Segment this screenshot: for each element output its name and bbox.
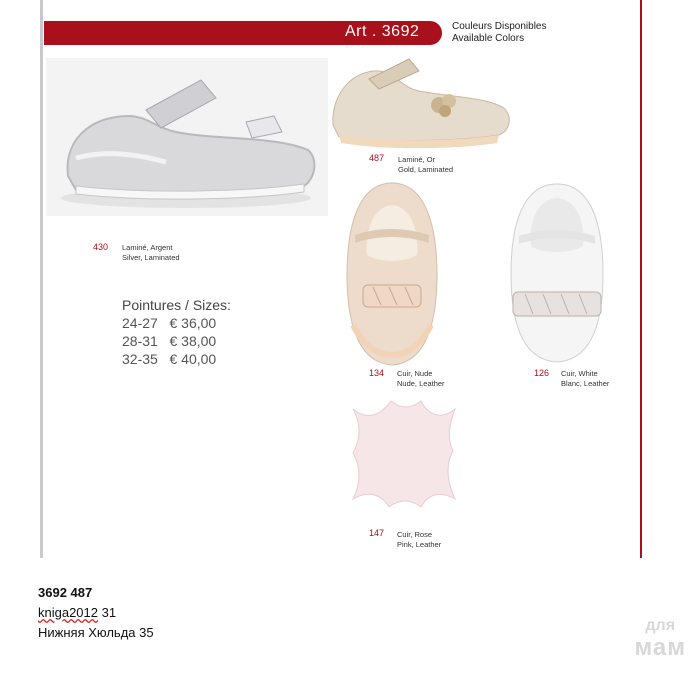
caption-line-fr: Cuir, Rose bbox=[397, 530, 433, 539]
caption-line-fr: Cuir, White bbox=[561, 369, 598, 378]
size-price-table bbox=[122, 296, 231, 368]
shoe-photo-nude bbox=[333, 175, 451, 372]
sizes-heading: Pointures / Sizes: bbox=[122, 297, 231, 313]
watermark-logo bbox=[634, 615, 686, 659]
shoe-photo-silver bbox=[46, 58, 328, 216]
product-caption-147 bbox=[397, 530, 441, 550]
shoe-photo-white bbox=[491, 174, 624, 367]
size-price: € 36,00 bbox=[169, 315, 217, 331]
watermark-line1: для bbox=[645, 617, 676, 634]
product-code-147: 147 bbox=[369, 528, 385, 538]
caption-line-fr: Laminé, Argent bbox=[122, 243, 173, 252]
caption-line-en: Nude, Leather bbox=[397, 379, 445, 388]
product-code-487: 487 bbox=[369, 153, 385, 163]
size-range: 32-35 bbox=[122, 351, 158, 367]
product-code-430: 430 bbox=[93, 242, 109, 252]
available-colors-label bbox=[452, 21, 547, 45]
size-row bbox=[122, 332, 231, 350]
size-row bbox=[122, 350, 231, 368]
product-caption-126 bbox=[561, 369, 609, 389]
size-range: 24-27 bbox=[122, 315, 158, 331]
size-range: 28-31 bbox=[122, 333, 158, 349]
article-number: Art . 3692 bbox=[345, 23, 420, 40]
user-link[interactable]: kniga2012 bbox=[38, 605, 98, 620]
caption-line-en: Pink, Leather bbox=[397, 540, 442, 549]
product-code-126: 126 bbox=[534, 368, 550, 378]
caption-line-en: Silver, Laminated bbox=[122, 253, 180, 262]
size-row bbox=[122, 314, 231, 332]
product-caption-134 bbox=[397, 369, 445, 389]
caption-line-en: Gold, Laminated bbox=[398, 165, 454, 174]
caption-line-en: Blanc, Leather bbox=[561, 379, 610, 388]
post-title: 3692 487 bbox=[38, 585, 93, 600]
product-caption-430 bbox=[122, 243, 180, 263]
size-price: € 40,00 bbox=[169, 351, 217, 367]
user-suffix: 31 bbox=[98, 605, 117, 620]
shoe-photo-gold bbox=[329, 47, 517, 159]
product-caption-487 bbox=[398, 155, 453, 175]
caption-line-fr: Cuir, Nude bbox=[397, 369, 433, 378]
post-user-line bbox=[38, 605, 116, 620]
size-price: € 38,00 bbox=[169, 333, 217, 349]
product-code-134: 134 bbox=[369, 368, 385, 378]
colors-label-en: Available Colors bbox=[452, 33, 525, 44]
colors-label-fr: Couleurs Disponibles bbox=[452, 21, 547, 32]
watermark-line2: мам bbox=[634, 634, 686, 661]
leather-swatch-pink bbox=[345, 395, 460, 515]
post-note: Нижняя Хюльда 35 bbox=[38, 625, 154, 640]
caption-line-fr: Laminé, Or bbox=[398, 155, 436, 164]
